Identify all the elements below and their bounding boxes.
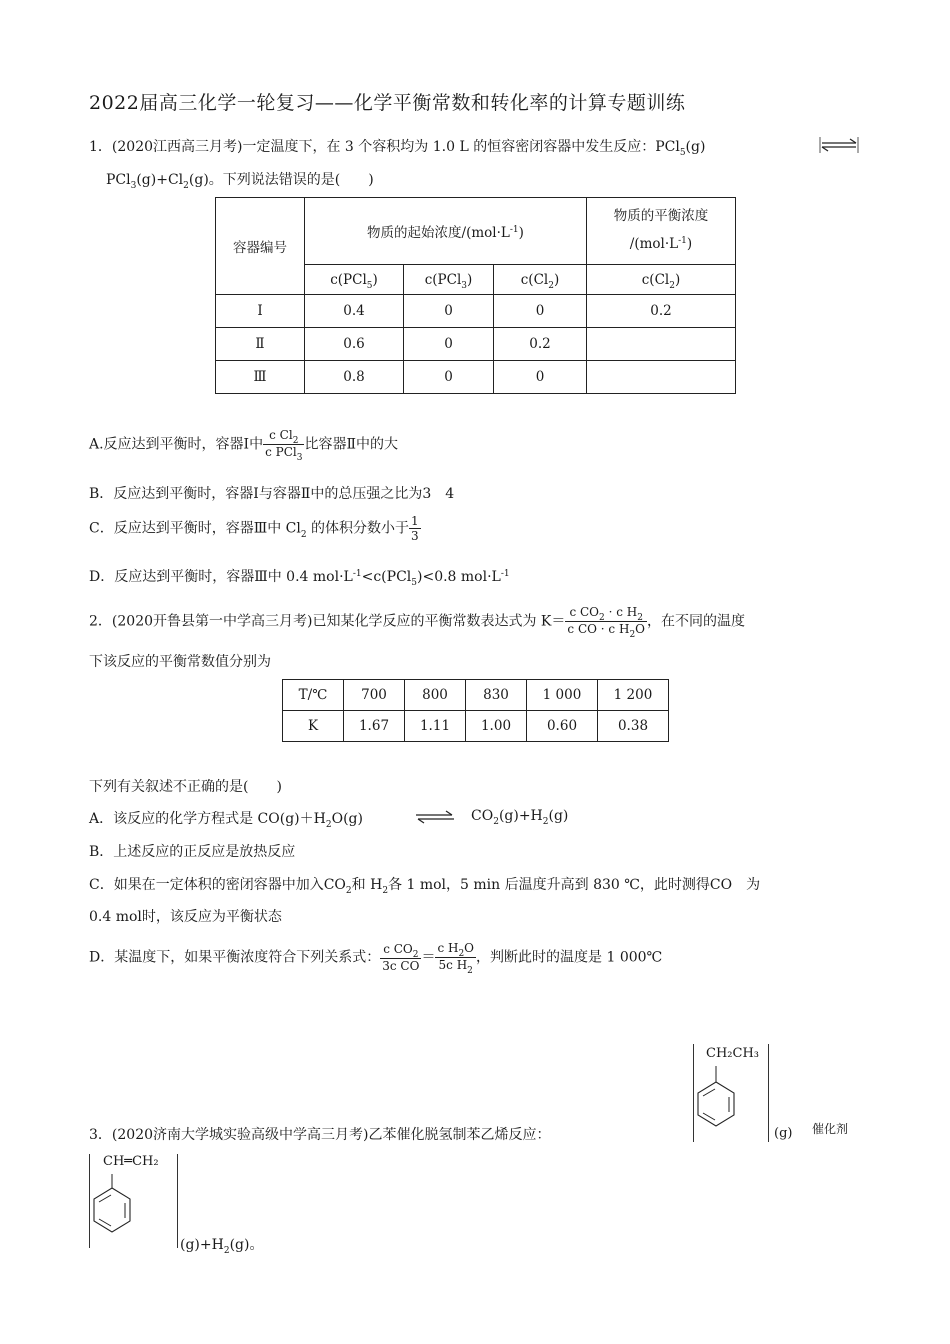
q3-tail: $(g)+H_2(g)$。 bbox=[180, 1237, 264, 1256]
q2-stem-line1: 2．(2020开鲁县第一中学高三月考)已知某化学反应的平衡常数表达式为 K＝ $\frac{c CO_2 \cdot c H_2}{c CO \cdot c H_2O}$ ，在不同的温度 bbox=[89, 605, 746, 640]
table-row: Ⅰ 0.4 0 0 0.2 bbox=[216, 295, 736, 328]
benzene-ring-icon bbox=[90, 1172, 134, 1248]
q3-stem: 3．(2020济南大学城实验高级中学高三月考)乙苯催化脱氢制苯乙烯反应： bbox=[89, 1127, 551, 1143]
q2-option-d: D．某温度下，如果平衡浓度符合下列关系式： $\frac{c CO_2}{\text{3c CO}}$ ＝ $\frac{c H_2O}{5c H_2}$ ，判断此时的温度是 1 000℃ bbox=[89, 941, 663, 976]
q2-question: 下列有关叙述不正确的是( ) bbox=[89, 779, 282, 795]
table-row: Ⅱ 0.6 0 0.2 bbox=[216, 328, 736, 361]
table-row: K 1.67 1.11 1.00 0.60 0.38 bbox=[283, 711, 669, 742]
q1-option-b: B．反应达到平衡时，容器Ⅰ与容器Ⅱ中的总压强之比为3 4 bbox=[89, 486, 455, 502]
q2-option-c-line2: 0.4 mol时，该反应为平衡状态 bbox=[89, 909, 282, 925]
benzene-ring-icon bbox=[694, 1064, 738, 1142]
q2-option-a-products: $CO_2(g)+H_2(g)$ bbox=[471, 808, 569, 827]
fraction: $\frac{1}{3}$ bbox=[411, 514, 419, 543]
q1-table-header-container: 容器编号 bbox=[216, 198, 305, 295]
vinyl-group-label: CH═CH₂ bbox=[103, 1154, 159, 1169]
q1-number: 1． bbox=[89, 139, 112, 155]
q1-option-c: C．反应达到平衡时，容器Ⅲ中 $Cl_2$ 的体积分数小于 $\frac{1}{3}$ bbox=[89, 514, 419, 543]
q1-table-header-initial: 物质的起始浓度$/(mol\cdot L^{-1})$ bbox=[305, 198, 587, 265]
fraction: $\frac{c H_2O}{5c H_2}$ bbox=[437, 941, 475, 976]
q3-g1: (g) bbox=[774, 1126, 793, 1141]
table-row: Ⅲ 0.8 0 0 bbox=[216, 361, 736, 394]
q2-option-c: C．如果在一定体积的密闭容器中加入$CO_2$和 $H_2$各 1 mol，5 min 后温度升高到 830 ℃，此时测得CO 为 bbox=[89, 877, 761, 896]
q1-stem-a: 一定温度下，在 3 个容积均为 1.0 L 的恒容密闭容器中发生反应：PCl bbox=[242, 139, 680, 155]
q2-table bbox=[282, 679, 669, 742]
page-title: 2022届高三化学一轮复习——化学平衡常数和转化率的计算专题训练 bbox=[89, 92, 686, 114]
q1-stem-line1: 1．(2020江西高三月考)一定温度下，在 3 个容积均为 1.0 L 的恒容密闭容器中发生反应：PCl$_5$(g) bbox=[89, 139, 706, 158]
q1-table-header-equilibrium: 物质的平衡浓度 $/(mol\cdot L^{-1})$ bbox=[587, 198, 736, 265]
q1-table-col-cl2: $c(Cl_2)$ bbox=[494, 265, 587, 295]
ethyl-group-label: CH₂CH₃ bbox=[706, 1046, 759, 1061]
q2-option-a: A．该反应的化学方程式是 $CO(g)+H_2O(g)$ bbox=[89, 811, 363, 830]
fraction: $\frac{c CO_2}{\text{3c CO}}$ bbox=[382, 942, 420, 973]
q1-option-a: A.反应达到平衡时，容器Ⅰ中 $\frac{c Cl_2}{c PCl_3}$ 比容器Ⅱ中的大 bbox=[89, 428, 398, 463]
q2-stem-line2: 下该反应的平衡常数值分别为 bbox=[89, 654, 271, 670]
q1-table bbox=[215, 197, 736, 394]
q1-option-d: D．反应达到平衡时，容器Ⅲ中 0.4 $mol\cdot L^{-1}<c(PCl_5)<0.8$ $mol\cdot L^{-1}$ bbox=[89, 569, 510, 588]
q1-stem-line2: $PCl_3(g)+Cl_2(g)$。下列说法错误的是( ) bbox=[106, 172, 374, 191]
structure-bracket-right bbox=[177, 1154, 178, 1248]
fraction: $\frac{c CO_2 \cdot c H_2}{c CO \cdot c H_2O}$ bbox=[567, 605, 646, 640]
table-row: T/℃ 700 800 830 1 000 1 200 bbox=[283, 680, 669, 711]
equilibrium-arrow-icon bbox=[414, 810, 456, 824]
fraction: $\frac{c Cl_2}{c PCl_3}$ bbox=[265, 428, 303, 463]
structure-bracket-right bbox=[768, 1044, 769, 1142]
q1-table-col-eq-cl2: $c(Cl_2)$ bbox=[587, 265, 736, 295]
equilibrium-arrow-icon bbox=[818, 136, 860, 154]
q1-table-col-pcl5: c(PCl$_5$) bbox=[305, 265, 404, 295]
q1-table-col-pcl3: c(PCl$_3$) bbox=[404, 265, 494, 295]
q2-option-b: B．上述反应的正反应是放热反应 bbox=[89, 844, 296, 860]
catalyst-label: 催化剂 bbox=[812, 1122, 849, 1136]
q1-source: (2020江西高三月考) bbox=[111, 139, 243, 155]
